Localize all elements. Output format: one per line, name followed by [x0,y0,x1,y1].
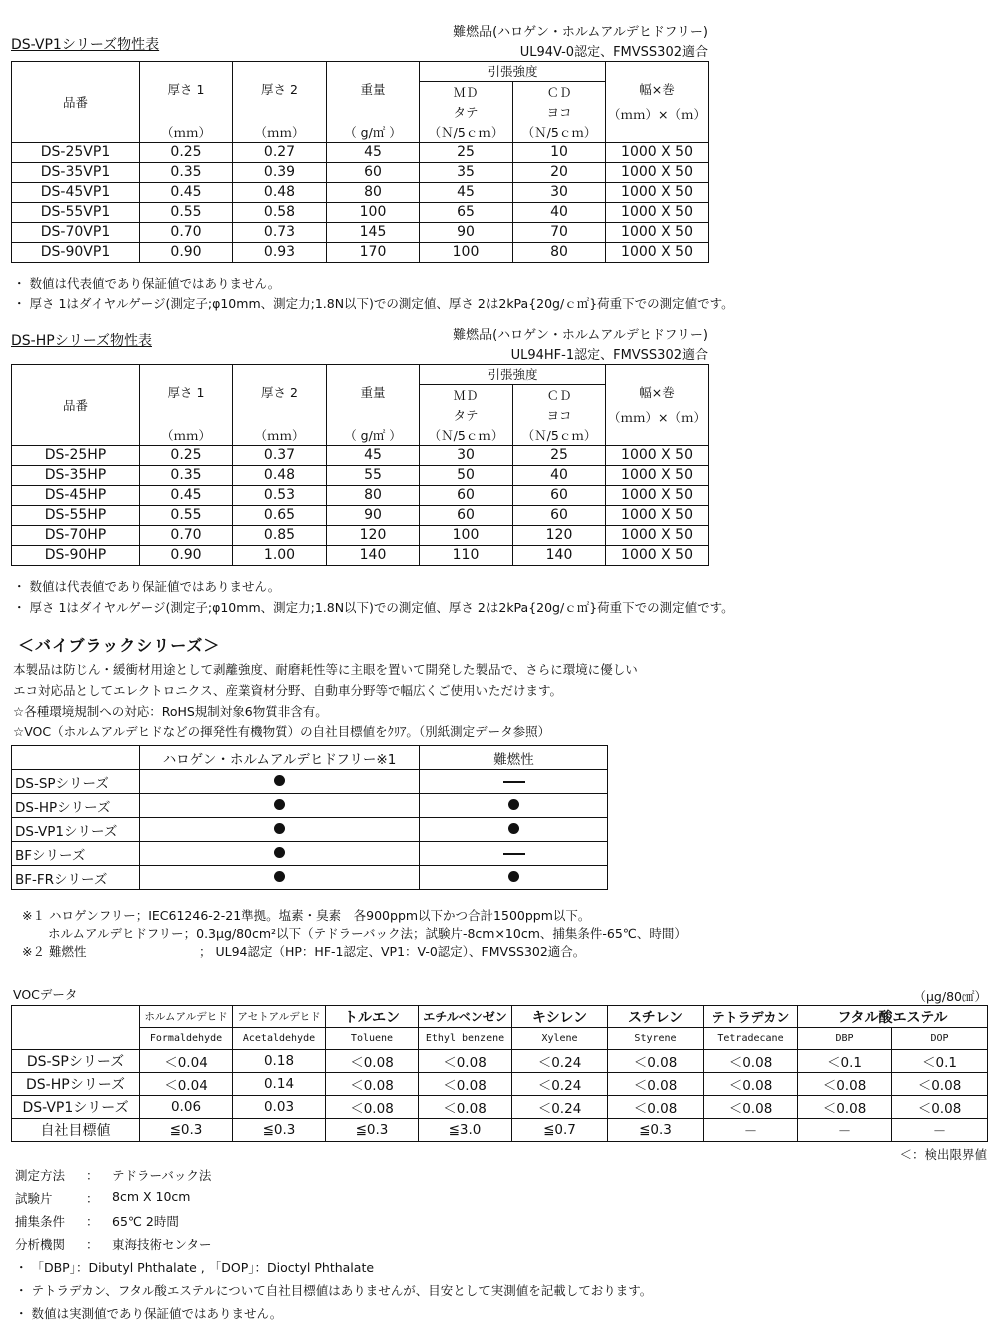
table-row: DS-VP1シリーズ 0.06 0.03 ＜0.08 ＜0.08 ＜0.24 ＜0.08 ＜0.08 ＜0.08 ＜0.08 [12,1096,988,1119]
table-row: 自社目標値 ≦0.3 ≦0.3 ≦0.3 ≦3.0 ≦0.7 ≦0.3 － － － [12,1119,988,1142]
voc-en-dbp: DBP [798,1028,892,1050]
vp1-note-flame: 難燃品(ハロゲン・ホルムアルデヒドフリー) [453,25,708,40]
features-col-free: ハロゲン・ホルムアルデヒドフリー※1 [140,746,420,770]
meta-label: 分析機関 [15,1237,66,1252]
voc-title: VOCデータ [13,987,78,1002]
meta-sep: ： [86,1214,99,1229]
table-row: BF-FRシリーズ [12,866,608,890]
voc-en-xylene: Xylene [512,1028,608,1050]
dot-icon [274,871,285,882]
voc-col-formaldehyde: ホルムアルデヒド [140,1006,233,1028]
table-row: DS-25HP 0.25 0.37 45 30 25 1000 X 50 [12,446,709,466]
features-col-flame: 難燃性 [420,746,608,770]
dot-icon [508,799,519,810]
voc-en-toluene: Toluene [326,1028,419,1050]
header-weight: 重量 （ g/㎡ ） [327,62,420,143]
final-note-abbrev: ・ 「DBP」：Dibutyl Phthalate , 「DOP」：Dioctyl Phthalate [15,1260,375,1275]
header-cd: ＣＤ ヨコ （Ｎ/5ｃｍ） [513,385,606,446]
header-tensile: 引張強度 [420,365,606,385]
voc-col-acetaldehyde: アセトアルデヒド [233,1006,326,1028]
voc-en-styrene: Styrene [608,1028,704,1050]
header-md: ＭＤ タテ （Ｎ/5ｃｍ） [420,82,513,143]
meta-label: 捕集条件 [15,1214,66,1229]
meta-value-lab: 東海技術センター [112,1237,212,1252]
header-part: 品番 [12,365,140,446]
vp1-footnote-thickness: ・ 厚さ 1はダイヤルゲージ(測定子;φ10mm、測定力;1.8N以下)での測定値、厚さ 2は2kPa{20g/ｃ㎡}荷重下での測定値です。 [13,296,734,311]
header-width: 幅×巻 （ｍｍ）×（ｍ） [606,62,709,143]
dot-icon [274,823,285,834]
voc-limit-note: ＜：検出限界値 [899,1147,987,1162]
hp-spec-table [11,364,709,566]
features-note-flame-label: ※２ 難燃性 [22,944,87,959]
meta-label: 試験片 [15,1191,53,1206]
table-row: DS-55HP 0.55 0.65 90 60 60 1000 X 50 [12,506,709,526]
table-row: DS-HPシリーズ ＜0.04 0.14 ＜0.08 ＜0.08 ＜0.24 ＜0.08 ＜0.08 ＜0.08 ＜0.08 [12,1073,988,1096]
final-note-measured: ・ 数値は実測値であり保証値ではありません。 [15,1306,283,1321]
voc-col-phthalate: フタル酸エステル [798,1006,988,1028]
header-tensile: 引張強度 [420,62,606,82]
final-note-target: ・ テトラデカン、フタル酸エステルについて自社目標値はありませんが、目安として実測値を記載しております。 [15,1283,653,1298]
table-row: DS-VP1シリーズ [12,818,608,842]
table-row: DS-SPシリーズ ＜0.04 0.18 ＜0.08 ＜0.08 ＜0.24 ＜0.08 ＜0.08 ＜0.1 ＜0.1 [12,1050,988,1073]
dot-icon [508,823,519,834]
header-thickness1: 厚さ 1 （ｍｍ） [140,62,233,143]
voc-unit: （μg/80㎠） [913,989,987,1004]
table-row: DS-35VP1 0.35 0.39 60 35 20 1000 X 50 [12,163,709,183]
vp1-footnote-representative: ・ 数値は代表値であり保証値ではありません。 [13,276,281,291]
series-desc-rohs: ☆各種環境規制への対応：RoHS規制対象6物質非含有。 [13,704,328,719]
header-weight: 重量 （ g/㎡ ） [327,365,420,446]
voc-en-tetradecane: Tetradecane [704,1028,798,1050]
table-row: DS-HPシリーズ [12,794,608,818]
features-note-halogen: ※１ ハロゲンフリー；IEC61246-2-21準拠。塩素・臭素 各900ppm以下かつ合計1500ppm以下。 [22,908,591,923]
table-row: DS-55VP1 0.55 0.58 100 65 40 1000 X 50 [12,203,709,223]
dot-icon [274,847,285,858]
voc-table [11,1005,988,1142]
vp1-title: DS-VP1シリーズ物性表 [11,37,160,53]
voc-en-acetaldehyde: Acetaldehyde [233,1028,326,1050]
voc-col-xylene: キシレン [512,1006,608,1028]
table-row: DS-45HP 0.45 0.53 80 60 60 1000 X 50 [12,486,709,506]
table-row: DS-SPシリーズ [12,770,608,794]
hp-note-cert: UL94HF-1認定、FMVSS302適合 [510,348,708,363]
series-title: ＜バイブラックシリーズ＞ [18,636,221,655]
meta-sep: ： [86,1237,99,1252]
dash-icon [503,781,525,783]
dot-icon [508,871,519,882]
table-row: BFシリーズ [12,842,608,866]
table-row: DS-70HP 0.70 0.85 120 100 120 1000 X 50 [12,526,709,546]
meta-value-collection: 65℃ 2時間 [112,1214,179,1229]
vp1-note-cert: UL94V-0認定、FMVSS302適合 [519,45,708,60]
meta-sep: ： [86,1191,99,1206]
features-corner [12,746,140,770]
vp1-spec-table [11,61,709,263]
voc-en-dop: DOP [892,1028,988,1050]
voc-col-tetradecane: テトラデカン [704,1006,798,1028]
voc-corner [12,1006,140,1050]
features-table [11,745,608,890]
table-row: DS-70VP1 0.70 0.73 145 90 70 1000 X 50 [12,223,709,243]
series-desc-2: エコ対応品としてエレクトロニクス、産業資材分野、自動車分野等で幅広くご使用いただけます。 [13,683,563,698]
series-desc-1: 本製品は防じん・緩衝材用途として剥離強度、耐磨耗性等に主眼を置いて開発した製品で、さらに環境に優しい [13,662,638,677]
meta-label: 測定方法 [15,1168,66,1183]
voc-col-styrene: スチレン [608,1006,704,1028]
header-cd: ＣＤ ヨコ （Ｎ/5ｃｍ） [513,82,606,143]
features-note-formaldehyde: ホルムアルデヒドフリー；0.3μg/80cm²以下（テドラーバック法；試験片-8cm×10cm、捕集条件-65℃、時間） [48,926,687,941]
header-thickness2: 厚さ 2 （ｍｍ） [233,365,327,446]
series-desc-voc: ☆VOC（ホルムアルデヒドなどの揮発性有機物質）の自社目標値をｸﾘｱ。（別紙測定データ参照） [13,724,551,739]
table-row: DS-90HP 0.90 1.00 140 110 140 1000 X 50 [12,546,709,566]
header-md: ＭＤ タテ （Ｎ/5ｃｍ） [420,385,513,446]
header-thickness2: 厚さ 2 （ｍｍ） [233,62,327,143]
dot-icon [274,799,285,810]
table-row: DS-25VP1 0.25 0.27 45 25 10 1000 X 50 [12,143,709,163]
hp-note-flame: 難燃品(ハロゲン・ホルムアルデヒドフリー) [453,328,708,343]
hp-footnote-representative: ・ 数値は代表値であり保証値ではありません。 [13,579,281,594]
meta-sep: ： [86,1168,99,1183]
voc-en-ethylbenzene: Ethyl benzene [419,1028,512,1050]
voc-col-ethylbenzene: エチルベンゼン [419,1006,512,1028]
voc-en-formaldehyde: Formaldehyde [140,1028,233,1050]
hp-title: DS-HPシリーズ物性表 [11,333,152,349]
header-width: 幅×巻 （ｍｍ）×（ｍ） [606,365,709,446]
header-part: 品番 [12,62,140,143]
table-row: DS-45VP1 0.45 0.48 80 45 30 1000 X 50 [12,183,709,203]
dot-icon [274,775,285,786]
hp-footnote-thickness: ・ 厚さ 1はダイヤルゲージ(測定子;φ10mm、測定力;1.8N以下)での測定値、厚さ 2は2kPa{20g/ｃ㎡}荷重下での測定値です。 [13,600,734,615]
voc-col-toluene: トルエン [326,1006,419,1028]
features-note-flame-detail: ； UL94認定（HP：HF-1認定、VP1：V-0認定）、FMVSS302適合。 [199,944,586,959]
dash-icon [503,853,525,855]
meta-value-specimen: 8cm X 10cm [112,1189,191,1204]
table-row: DS-35HP 0.35 0.48 55 50 40 1000 X 50 [12,466,709,486]
header-thickness1: 厚さ 1 （ｍｍ） [140,365,233,446]
meta-value-method: テドラーバック法 [112,1168,212,1183]
table-row: DS-90VP1 0.90 0.93 170 100 80 1000 X 50 [12,243,709,263]
